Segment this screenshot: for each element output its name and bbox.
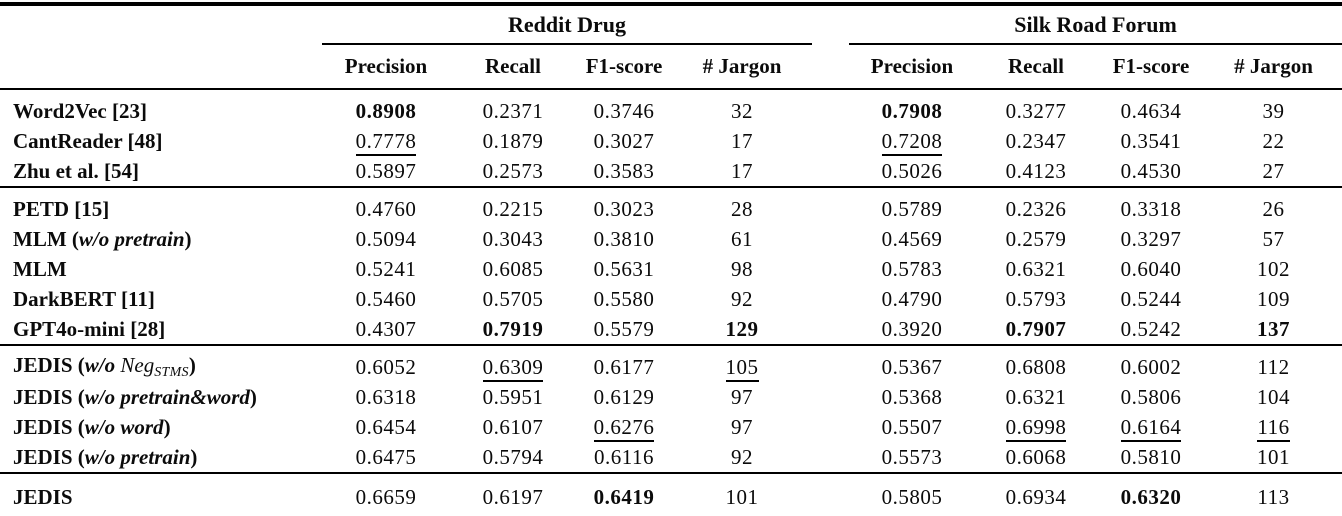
metric-cell: 0.1879 xyxy=(482,128,544,153)
metric-cell: 0.3746 xyxy=(593,98,655,123)
metric-cell: 101 xyxy=(725,484,759,509)
metric-cell: 27 xyxy=(1262,158,1285,183)
metric-cell: 0.8908 xyxy=(355,98,417,123)
header-reddit-jargon: # Jargon xyxy=(672,44,812,89)
metric-cell: 0.6808 xyxy=(1005,354,1067,379)
group-header-row xyxy=(0,4,1342,44)
metric-cell: 57 xyxy=(1262,226,1285,251)
metric-cell: 92 xyxy=(731,286,753,311)
row-label: JEDIS (w/o pretrain) xyxy=(13,444,198,469)
col-group-title-silk-road-forum: Silk Road Forum xyxy=(849,4,1342,44)
metric-cell: 0.4569 xyxy=(881,226,943,251)
metric-cell: 0.6052 xyxy=(355,354,417,379)
header-reddit-precision: Precision xyxy=(322,44,450,89)
metric-cell: 0.3583 xyxy=(593,158,655,183)
table-row xyxy=(0,187,1342,224)
final-group xyxy=(0,473,1342,516)
metric-cell: 0.5794 xyxy=(482,444,544,469)
metric-cell: 0.6318 xyxy=(355,384,417,409)
metric-cell: 0.7778 xyxy=(322,126,450,156)
label-column-spacer xyxy=(0,44,322,89)
table-row xyxy=(0,89,1342,126)
table-row xyxy=(0,345,1342,382)
metric-cell: 0.7208 xyxy=(849,126,975,156)
metric-cell: 0.5507 xyxy=(881,414,943,439)
metric-cell: 0.6998 xyxy=(975,412,1097,442)
metric-cell: 0.4530 xyxy=(1120,158,1182,183)
metric-cell: 0.5810 xyxy=(1120,444,1182,469)
label-column-spacer xyxy=(0,4,322,44)
table-row xyxy=(0,412,1342,442)
metric-cell: 97 xyxy=(731,414,753,439)
metric-cell: 0.3810 xyxy=(593,226,655,251)
column-gap xyxy=(812,284,849,314)
metric-cell: 109 xyxy=(1257,286,1291,311)
table-row xyxy=(0,382,1342,412)
metric-cell: 0.2573 xyxy=(482,158,544,183)
metric-cell: 92 xyxy=(731,444,753,469)
metric-cell: 0.2326 xyxy=(1005,196,1067,221)
metric-cell: 0.6164 xyxy=(1097,412,1205,442)
metric-cell: 0.6276 xyxy=(576,412,672,442)
metric-cell: 0.6002 xyxy=(1120,354,1182,379)
metric-cell: 0.3920 xyxy=(881,316,943,341)
metric-cell: 0.3318 xyxy=(1120,196,1182,221)
row-label: JEDIS (w/o word) xyxy=(13,414,171,439)
metric-cell: 0.6197 xyxy=(482,484,544,509)
metric-cell: 0.3297 xyxy=(1120,226,1182,251)
ablation-group xyxy=(0,345,1342,473)
metric-cell: 116 xyxy=(1205,412,1342,442)
metric-cell: 137 xyxy=(1257,316,1291,341)
row-label: DarkBERT [11] xyxy=(13,286,155,311)
table-row xyxy=(0,224,1342,254)
metric-cell: 0.4123 xyxy=(1005,158,1067,183)
metric-cell: 0.6116 xyxy=(594,444,654,469)
metric-cell: 17 xyxy=(731,158,753,183)
metric-cell: 0.5897 xyxy=(355,158,417,183)
header-silk-f1: F1-score xyxy=(1097,44,1205,89)
metric-cell: 113 xyxy=(1257,484,1290,509)
metric-cell: 0.3027 xyxy=(593,128,655,153)
metric-cell: 0.5805 xyxy=(881,484,943,509)
metric-cell: 0.5094 xyxy=(355,226,417,251)
column-gap xyxy=(812,224,849,254)
metric-cell: 0.6934 xyxy=(1005,484,1067,509)
row-label: MLM (w/o pretrain) xyxy=(13,226,192,251)
metric-cell: 28 xyxy=(731,196,753,221)
metric-cell: 0.6177 xyxy=(593,354,655,379)
metric-cell: 97 xyxy=(731,384,753,409)
metric-cell: 0.2371 xyxy=(482,98,544,123)
results-table xyxy=(0,2,1342,516)
metric-cell: 0.5579 xyxy=(593,316,655,341)
metric-cell: 0.5367 xyxy=(881,354,943,379)
header-silk-precision: Precision xyxy=(849,44,975,89)
row-label: MLM xyxy=(13,256,67,281)
metric-cell: 0.5806 xyxy=(1120,384,1182,409)
header-silk-recall: Recall xyxy=(975,44,1097,89)
metric-cell: 39 xyxy=(1262,98,1285,123)
column-gap xyxy=(812,44,849,89)
metric-cell: 112 xyxy=(1257,354,1290,379)
row-label: CantReader [48] xyxy=(13,128,163,153)
table-row xyxy=(0,473,1342,516)
metric-cell: 0.5573 xyxy=(881,444,943,469)
metric-cell: 0.4307 xyxy=(355,316,417,341)
column-gap xyxy=(812,89,849,126)
table-row xyxy=(0,254,1342,284)
metric-cell: 0.5793 xyxy=(1005,286,1067,311)
sub-header-row xyxy=(0,44,1342,89)
column-gap xyxy=(812,345,849,382)
metric-cell: 0.5368 xyxy=(881,384,943,409)
metric-cell: 101 xyxy=(1257,444,1291,469)
metric-cell: 0.5241 xyxy=(355,256,417,281)
column-gap xyxy=(812,254,849,284)
metric-cell: 0.6107 xyxy=(482,414,544,439)
metric-cell: 0.5789 xyxy=(881,196,943,221)
row-label: Zhu et al. [54] xyxy=(13,158,139,183)
metric-cell: 0.4760 xyxy=(355,196,417,221)
metric-cell: 102 xyxy=(1257,256,1291,281)
row-label: JEDIS (w/o NegSTMS) xyxy=(13,353,196,380)
metric-cell: 26 xyxy=(1262,196,1285,221)
metric-cell: 0.5242 xyxy=(1120,316,1182,341)
metric-cell: 0.5460 xyxy=(355,286,417,311)
row-label: Word2Vec [23] xyxy=(13,98,147,123)
metric-cell: 0.6040 xyxy=(1120,256,1182,281)
metric-cell: 0.5783 xyxy=(881,256,943,281)
column-gap xyxy=(812,156,849,187)
table-row xyxy=(0,284,1342,314)
metric-cell: 0.2347 xyxy=(1005,128,1067,153)
metric-cell: 0.5631 xyxy=(593,256,655,281)
metric-cell: 0.4634 xyxy=(1120,98,1182,123)
metric-cell: 0.5026 xyxy=(881,158,943,183)
row-label: JEDIS xyxy=(13,484,73,509)
column-gap xyxy=(812,412,849,442)
baseline-group xyxy=(0,89,1342,187)
metric-cell: 0.3277 xyxy=(1005,98,1067,123)
column-gap xyxy=(812,187,849,224)
metric-cell: 0.3023 xyxy=(593,196,655,221)
metric-cell: 0.3541 xyxy=(1120,128,1182,153)
metric-cell: 32 xyxy=(731,98,753,123)
metric-cell: 0.5951 xyxy=(482,384,544,409)
metric-cell: 129 xyxy=(725,316,759,341)
metric-cell: 105 xyxy=(672,345,812,382)
header-reddit-f1: F1-score xyxy=(576,44,672,89)
column-gap xyxy=(812,442,849,473)
column-gap xyxy=(812,314,849,345)
table-row xyxy=(0,314,1342,345)
table-header xyxy=(0,4,1342,89)
row-label: GPT4o-mini [28] xyxy=(13,316,166,341)
metric-cell: 0.5580 xyxy=(593,286,655,311)
metric-cell: 0.2215 xyxy=(482,196,544,221)
metric-cell: 0.6454 xyxy=(355,414,417,439)
header-silk-jargon: # Jargon xyxy=(1205,44,1342,89)
metric-cell: 17 xyxy=(731,128,753,153)
column-gap xyxy=(812,382,849,412)
metric-cell: 0.7919 xyxy=(482,316,544,341)
table-row xyxy=(0,126,1342,156)
metric-cell: 0.6475 xyxy=(355,444,417,469)
metric-cell: 22 xyxy=(1262,128,1285,153)
metric-cell: 0.5705 xyxy=(482,286,544,311)
metric-cell: 0.6129 xyxy=(593,384,655,409)
header-reddit-recall: Recall xyxy=(450,44,576,89)
metric-cell: 0.2579 xyxy=(1005,226,1067,251)
metric-cell: 98 xyxy=(731,256,753,281)
metric-cell: 0.6320 xyxy=(1120,484,1182,509)
row-label: JEDIS (w/o pretrain&word) xyxy=(13,384,257,409)
metric-cell: 104 xyxy=(1257,384,1291,409)
table-row xyxy=(0,156,1342,187)
model-group xyxy=(0,187,1342,345)
metric-cell: 0.7907 xyxy=(1005,316,1067,341)
metric-cell: 0.4790 xyxy=(881,286,943,311)
metric-cell: 0.6309 xyxy=(450,345,576,382)
metric-cell: 0.6419 xyxy=(593,484,655,509)
row-label: PETD [15] xyxy=(13,196,110,221)
metric-cell: 0.6321 xyxy=(1005,256,1067,281)
metric-cell: 0.3043 xyxy=(482,226,544,251)
column-gap xyxy=(812,126,849,156)
col-group-title-reddit-drug: Reddit Drug xyxy=(322,4,812,44)
metric-cell: 0.5244 xyxy=(1120,286,1182,311)
metric-cell: 0.6659 xyxy=(355,484,417,509)
column-gap xyxy=(812,473,849,516)
metric-cell: 61 xyxy=(731,226,753,251)
metric-cell: 0.6068 xyxy=(1005,444,1067,469)
metric-cell: 0.7908 xyxy=(881,98,943,123)
column-gap xyxy=(812,4,849,44)
metric-cell: 0.6321 xyxy=(1005,384,1067,409)
metric-cell: 0.6085 xyxy=(482,256,544,281)
table-row xyxy=(0,442,1342,473)
